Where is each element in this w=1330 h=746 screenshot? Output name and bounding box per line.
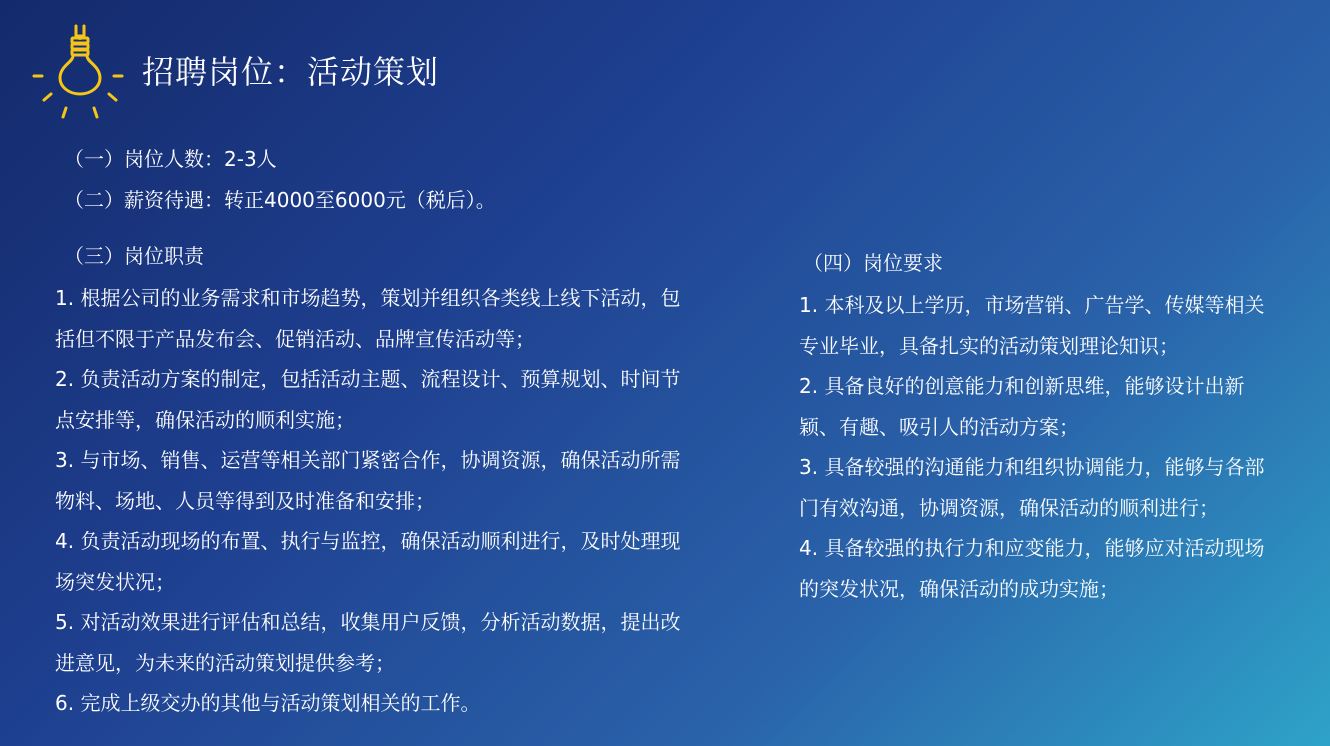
lightbulb-icon: [30, 24, 130, 120]
responsibility-item: 6. 完成上级交办的其他与活动策划相关的工作。: [55, 691, 481, 715]
requirement-item: 1. 本科及以上学历，市场营销、广告学、传媒等相关专业毕业，具备扎实的活动策划理论知识；: [799, 293, 1265, 358]
requirement-item: 2. 具备良好的创意能力和创新思维，能够设计出新颖、有趣、吸引人的活动方案；: [799, 374, 1245, 439]
requirement-item: 3. 具备较强的沟通能力和组织协调能力，能够与各部门有效沟通，协调资源，确保活动的顺利进行；: [799, 455, 1265, 520]
responsibility-item: 3. 与市场、销售、运营等相关部门紧密合作，协调资源，确保活动所需物料、场地、人员等得到及时准备和安排；: [55, 448, 681, 513]
responsibilities-section: [55, 242, 685, 724]
requirements-title: （四）岗位要求: [803, 251, 943, 275]
salary-info: （二）薪资待遇：转正4000至6000元（税后）。: [64, 188, 496, 212]
responsibility-item: 2. 负责活动方案的制定，包括活动主题、流程设计、预算规划、时间节点安排等，确保活动的顺利实施；: [55, 367, 681, 432]
page-title: 招聘岗位：活动策划: [142, 53, 440, 91]
requirements-section: [799, 249, 1279, 609]
responsibilities-title: （三）岗位职责: [64, 244, 204, 268]
headcount-info: （一）岗位人数：2-3人: [64, 147, 277, 171]
responsibility-item: 5. 对活动效果进行评估和总结，收集用户反馈，分析活动数据，提出改进意见，为未来的活动策划提供参考；: [55, 610, 681, 675]
requirement-item: 4. 具备较强的执行力和应变能力，能够应对活动现场的突发状况，确保活动的成功实施；: [799, 536, 1265, 601]
responsibility-item: 4. 负责活动现场的布置、执行与监控，确保活动顺利进行，及时处理现场突发状况；: [55, 529, 681, 594]
responsibility-item: 1. 根据公司的业务需求和市场趋势，策划并组织各类线上线下活动，包括但不限于产品发布会、促销活动、品牌宣传活动等；: [55, 286, 681, 351]
